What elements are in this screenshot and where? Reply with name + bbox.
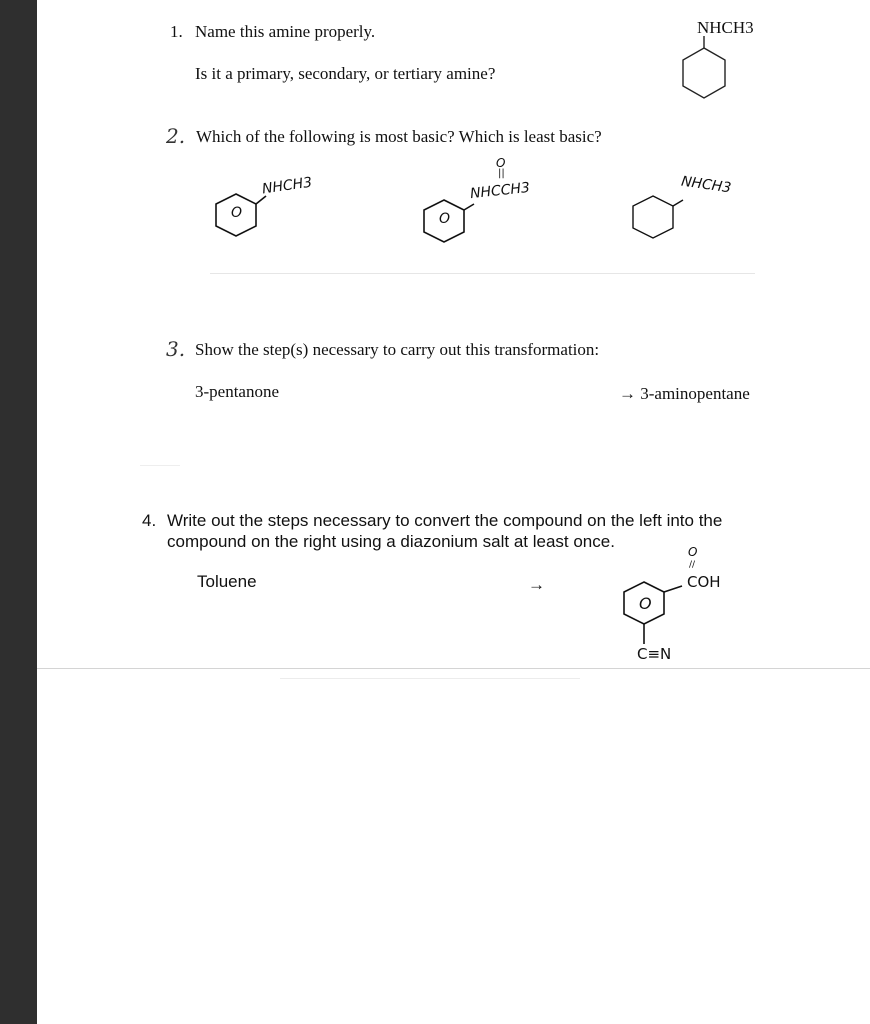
left-margin-bar [0,0,37,1024]
q4-start-compound: Toluene [197,572,257,591]
q4-acid-label: COH [687,573,721,591]
q2-compound-c-label: NHCH3 [680,173,733,197]
q4-number: 4. [142,511,157,530]
q2-compound-b-label: NHCCH3 [469,179,531,203]
q4-nitrile-label: C≡N [637,645,672,663]
q2-compound-b-carbonyl-o: O [496,156,506,170]
q2-compound-c-ring [629,194,681,242]
q4-carbonyl-o: O [688,545,698,559]
faint-divider-2 [140,465,180,466]
faint-divider-3 [280,678,580,679]
q3-text: Show the step(s) necessary to carry out this transformation: [195,340,600,359]
q4-text-line2: compound on the right using a diazonium salt at least once. [167,532,615,551]
q1-structure-label: NHCH3 [697,18,754,37]
q3-product-compound: → 3-aminopentane [619,384,750,403]
q4-ring-label: O [639,594,652,613]
q1-number: 1. [170,22,183,41]
q4-text-line1: Write out the steps necessary to convert the compound on the left into the [167,511,723,530]
q4-benzene-ring [620,578,690,646]
q2-compound-a-label: NHCH3 [261,174,314,198]
q1-text: Name this amine properly. [195,22,376,41]
q2-number: 2. [166,124,186,148]
q2-text: Which of the following is most basic? Which is least basic? [196,127,602,146]
q2-compound-a-ring-label: O [231,205,243,221]
q4-reaction-arrow: → [528,575,545,594]
q2-compound-b-ring-label: O [439,211,451,227]
bottom-divider [37,668,870,669]
q3-start-compound: 3-pentanone [195,382,280,401]
q1-cyclohexane-structure [676,36,736,104]
faint-divider-1 [210,273,755,274]
q2-compound-b-double-bond: || [498,168,505,179]
q1-subtext: Is it a primary, secondary, or tertiary amine? [195,64,496,83]
q3-number: 3. [166,337,186,361]
q4-carbonyl-double-bond: // [689,560,696,570]
